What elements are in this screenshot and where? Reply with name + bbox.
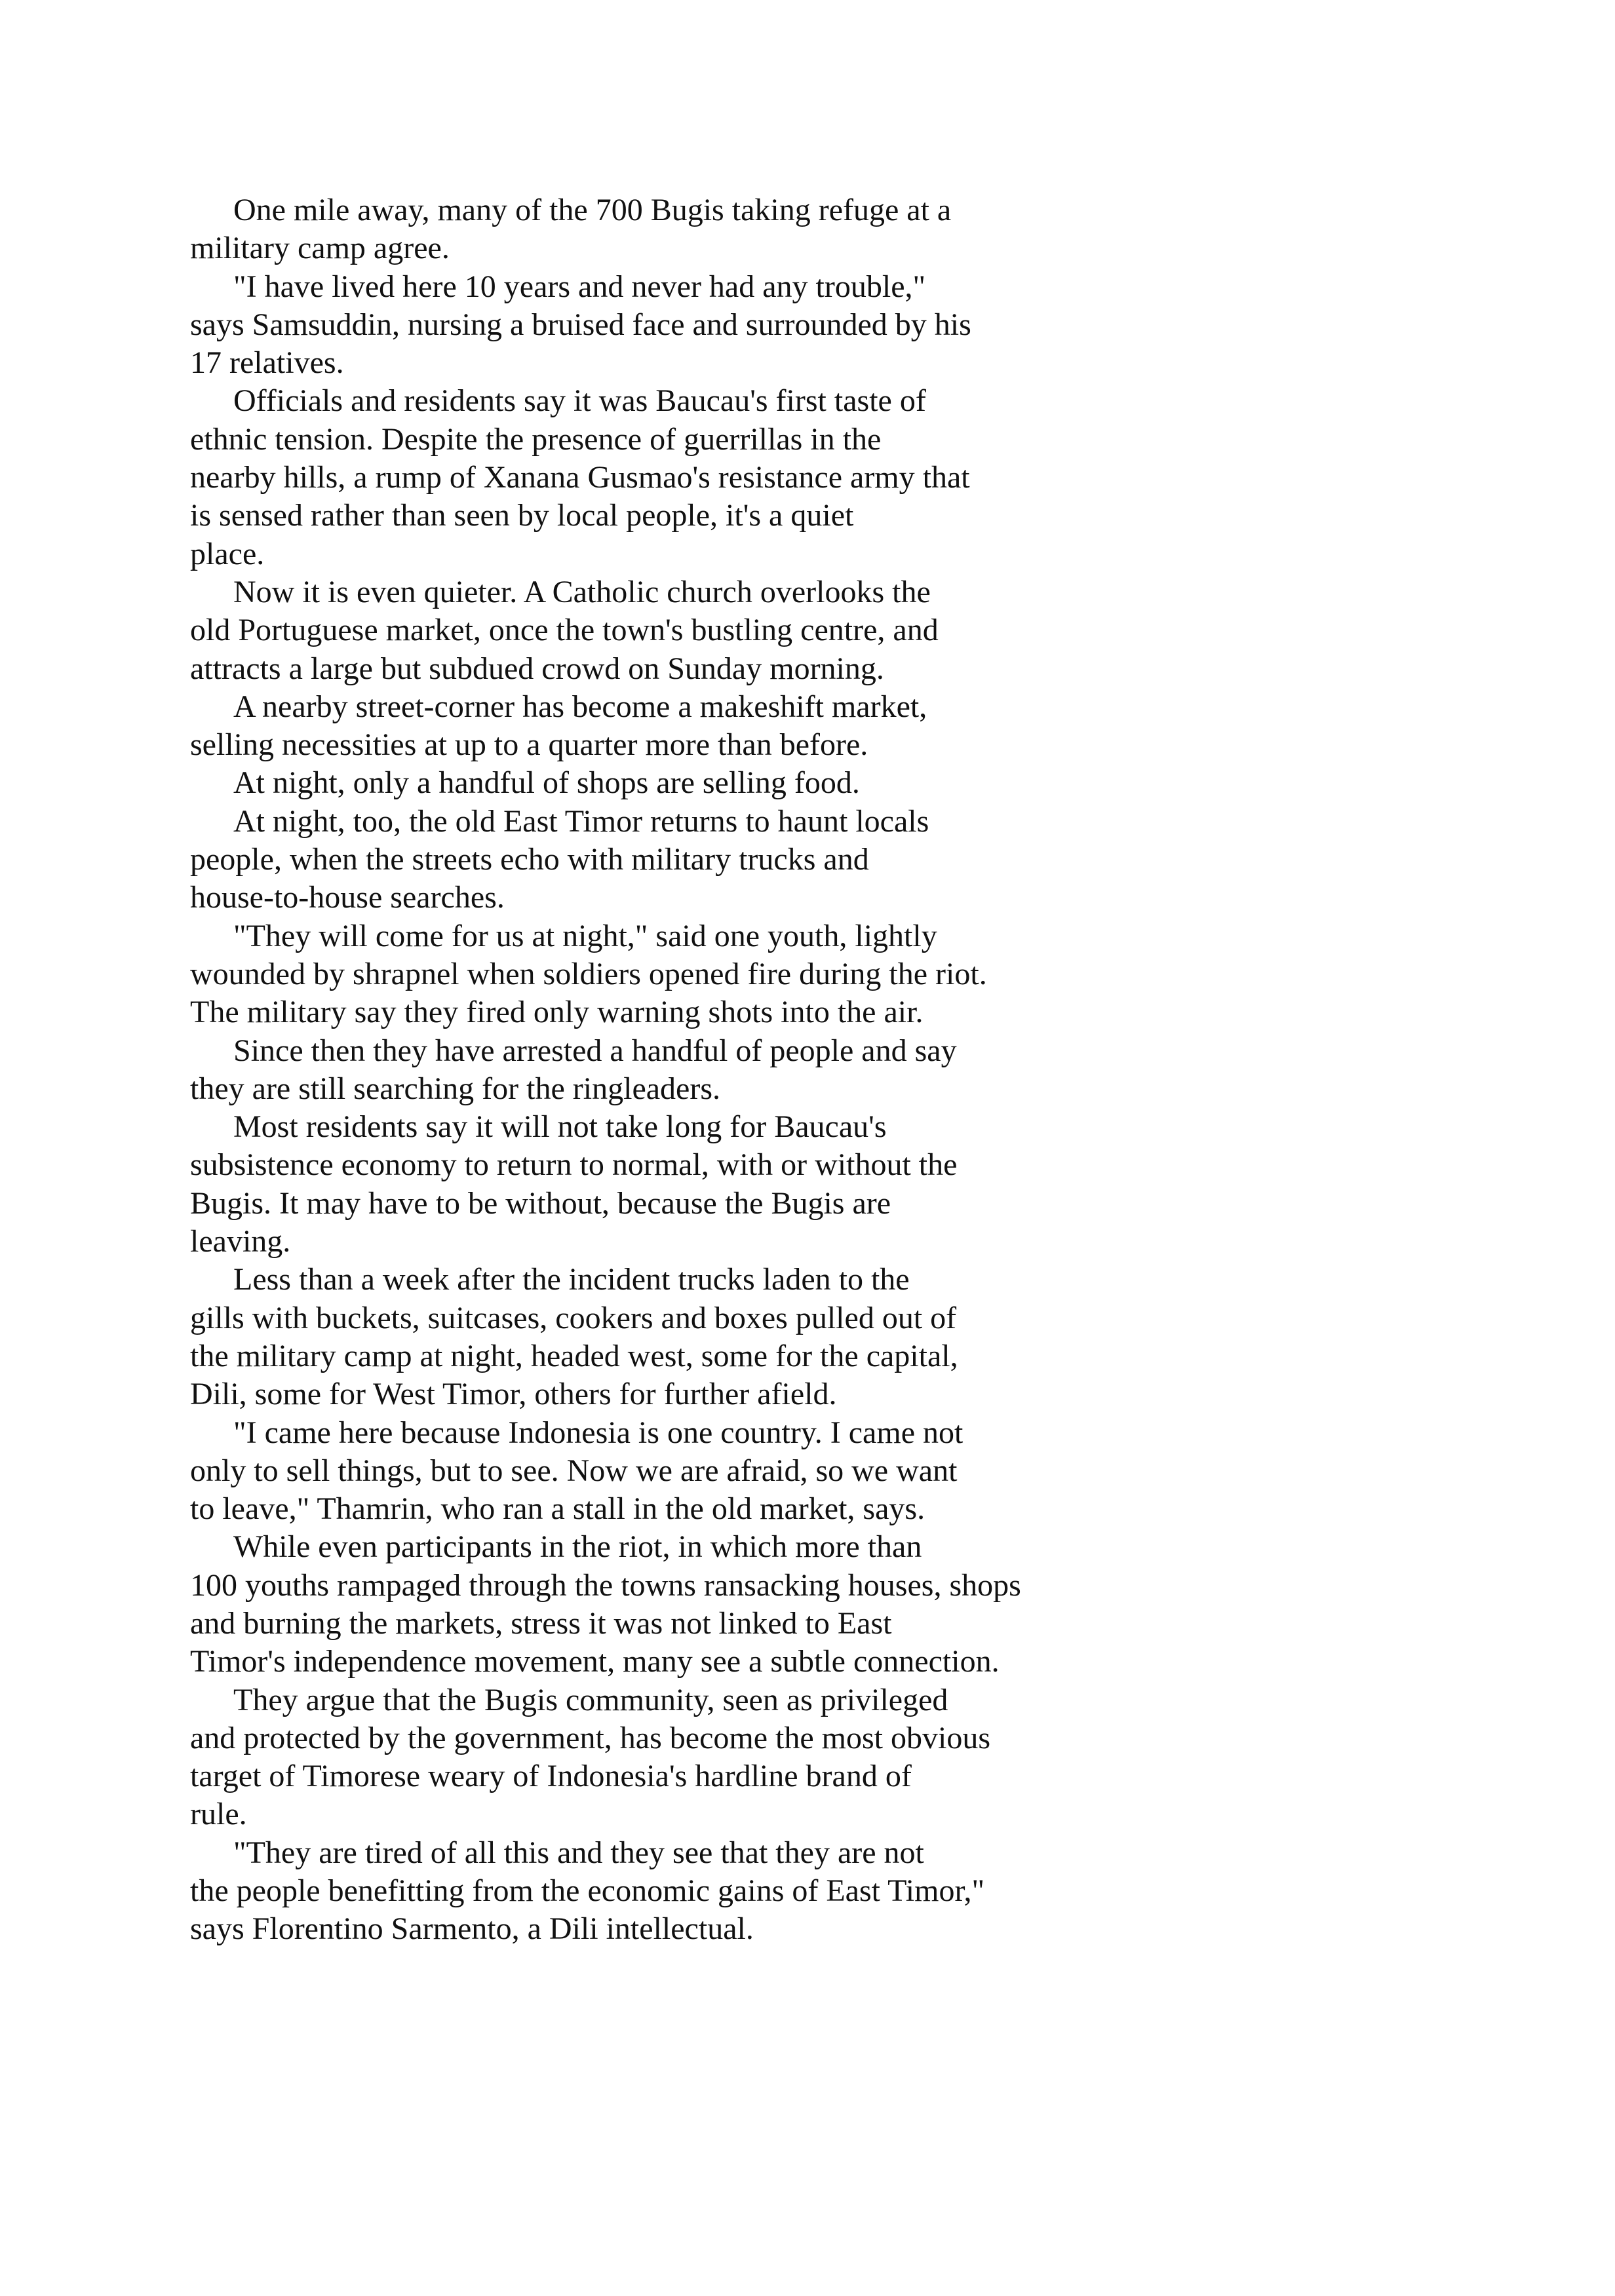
text-line: Officials and residents say it was Baucau's first taste of (233, 383, 926, 419)
text-line: subsistence economy to return to normal, with or without the (190, 1147, 958, 1183)
text-line: leaving. (190, 1224, 291, 1259)
text-line: nearby hills, a rump of Xanana Gusmao's resistance army that (190, 460, 970, 495)
text-line: 17 relatives. (190, 345, 344, 381)
text-line: wounded by shrapnel when soldiers opened fire during the riot. (190, 956, 987, 991)
text-line: "They are tired of all this and they see that they are not (233, 1835, 924, 1870)
text-line: Now it is even quieter. A Catholic church overlooks the (233, 574, 931, 609)
text-line: people, when the streets echo with military trucks and (190, 842, 869, 877)
text-line: The military say they fired only warning shots into the air. (190, 995, 924, 1030)
text-line: says Florentino Sarmento, a Dili intellectual. (190, 1911, 754, 1947)
text-line: the people benefitting from the economic gains of East Timor," (190, 1873, 985, 1909)
text-line: target of Timorese weary of Indonesia's hardline brand of (190, 1759, 912, 1794)
text-line: and burning the markets, stress it was not linked to East (190, 1605, 892, 1641)
text-line: says Samsuddin, nursing a bruised face and surrounded by his (190, 307, 971, 342)
text-line: place. (190, 536, 265, 571)
text-line: They argue that the Bugis community, seen as privileged (233, 1682, 948, 1717)
text-line: Most residents say it will not take long for Baucau's (233, 1109, 887, 1145)
text-line: gills with buckets, suitcases, cookers and boxes pulled out of (190, 1300, 957, 1335)
text-line: 100 youths rampaged through the towns ransacking houses, shops (190, 1567, 1021, 1603)
text-line: Since then they have arrested a handful of people and say (233, 1033, 957, 1068)
text-line: Less than a week after the incident trucks laden to the (233, 1262, 910, 1297)
text-line: While even participants in the riot, in which more than (233, 1529, 922, 1565)
text-line: is sensed rather than seen by local people, it's a quiet (190, 498, 854, 533)
text-line: they are still searching for the ringleaders. (190, 1071, 721, 1106)
text-line: "I came here because Indonesia is one country. I came not (233, 1415, 963, 1450)
text-line: only to sell things, but to see. Now we are afraid, so we want (190, 1453, 958, 1488)
text-line: Timor's independence movement, many see a subtle connection. (190, 1644, 1000, 1679)
text-line: A nearby street-corner has become a makeshift market, (233, 689, 927, 724)
text-line: and protected by the government, has become the most obvious (190, 1720, 991, 1755)
text-line: At night, only a handful of shops are selling food. (233, 765, 860, 801)
text-line: attracts a large but subdued crowd on Sunday morning. (190, 651, 884, 686)
text-line: At night, too, the old East Timor returns to haunt locals (233, 803, 929, 839)
text-line: One mile away, many of the 700 Bugis taking refuge at a (233, 193, 952, 227)
text-line: the military camp at night, headed west, some for the capital, (190, 1338, 958, 1373)
text-line: military camp agree. (190, 231, 450, 266)
text-line: Dili, some for West Timor, others for further afield. (190, 1377, 837, 1412)
text-line: ethnic tension. Despite the presence of guerrillas in the (190, 421, 882, 457)
text-line: rule. (190, 1797, 247, 1832)
text-line: old Portuguese market, once the town's bustling centre, and (190, 613, 939, 648)
text-line: Bugis. It may have to be without, because the Bugis are (190, 1185, 891, 1221)
text-line: house-to-house searches. (190, 880, 505, 915)
text-line: "They will come for us at night," said one youth, lightly (233, 918, 937, 953)
text-line: selling necessities at up to a quarter more than before. (190, 727, 868, 763)
text-line: to leave," Thamrin, who ran a stall in the old market, says. (190, 1491, 925, 1527)
article-body (190, 191, 1127, 1949)
text-line: "I have lived here 10 years and never had any trouble," (233, 269, 926, 304)
